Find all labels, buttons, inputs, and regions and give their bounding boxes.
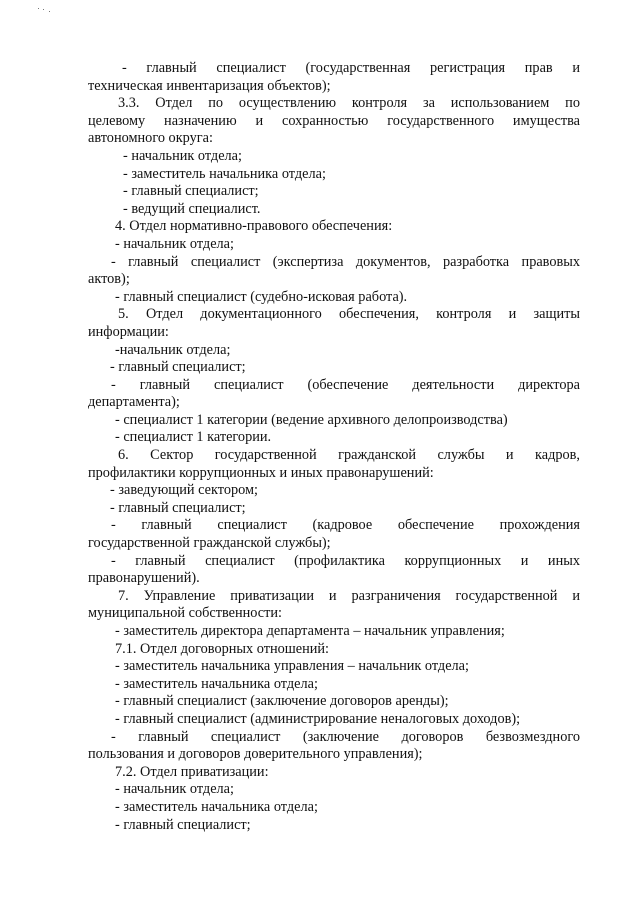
text-line: автономного округа: [88,130,213,147]
section-heading: 7.2. Отдел приватизации: [115,763,269,780]
list-item: - главный специалист; [123,183,259,200]
section-heading: 4. Отдел нормативно-правового обеспечения: [115,218,393,235]
scan-speck [38,8,52,12]
list-item: - специалист 1 категории. [115,429,272,446]
section-heading: 6. Сектор государственной гражданской службы и кадров, [118,447,580,464]
section-heading: 7. Управление приватизации и разграничения государственной и [118,587,580,604]
text-line: правонарушений). [88,570,200,587]
list-item: - заведующий сектором; [110,482,259,499]
list-item: - главный специалист (кадровое обеспечение прохождения [111,517,580,534]
text-line: профилактики коррупционных и иных правонарушений: [88,464,434,481]
list-item: - главный специалист; [110,499,246,516]
document-body [88,60,580,834]
section-heading: 5. Отдел документационного обеспечения, контроля и защиты [118,306,580,323]
text-line: государственной гражданской службы); [88,535,331,552]
list-item: -начальник отдела; [115,341,231,358]
text-line: целевому назначению и сохранностью государственного имущества [88,112,580,129]
list-item: - специалист 1 категории (ведение архивного делопроизводства) [115,411,508,428]
list-item: - начальник отдела; [115,781,234,798]
list-item: - главный специалист (экспертиза документов, разработка правовых [111,253,580,270]
list-item: - главный специалист (профилактика коррупционных и иных [111,552,580,569]
list-item: - ведущий специалист. [123,200,261,217]
text-line: - главный специалист (государственная регистрация прав и [122,60,580,76]
list-item: - главный специалист (заключение договоров аренды); [115,693,449,710]
list-item: - заместитель начальника отдела; [123,165,326,182]
text-line: 3.3. Отдел по осуществлению контроля за использованием по [118,95,580,112]
text-line: актов); [88,271,130,288]
text-line: департамента); [88,394,180,411]
list-item: - главный специалист; [110,359,246,376]
list-item: - начальник отдела; [123,147,242,164]
list-item: - главный специалист (заключение договоров безвозмездного [111,728,580,745]
text-line: техническая инвентаризация объектов); [88,77,331,94]
list-item: - заместитель начальника управления – начальник отдела; [115,658,470,675]
list-item: - начальник отдела; [115,235,234,252]
text-line: пользования и договоров доверительного управления); [88,746,423,763]
list-item: - заместитель директора департамента – начальник управления; [115,623,505,639]
list-item: - заместитель начальника отдела; [115,798,318,815]
list-item: - главный специалист; [115,816,251,833]
section-heading: 7.1. Отдел договорных отношений: [115,640,330,657]
list-item: - главный специалист (обеспечение деятельности директора [111,376,580,393]
text-line: информации: [88,323,169,340]
list-item: - главный специалист (администрирование неналоговых доходов); [115,710,521,727]
list-item: - главный специалист (судебно-исковая работа). [115,288,408,305]
list-item: - заместитель начальника отдела; [115,675,318,692]
text-line: муниципальной собственности: [88,605,282,622]
